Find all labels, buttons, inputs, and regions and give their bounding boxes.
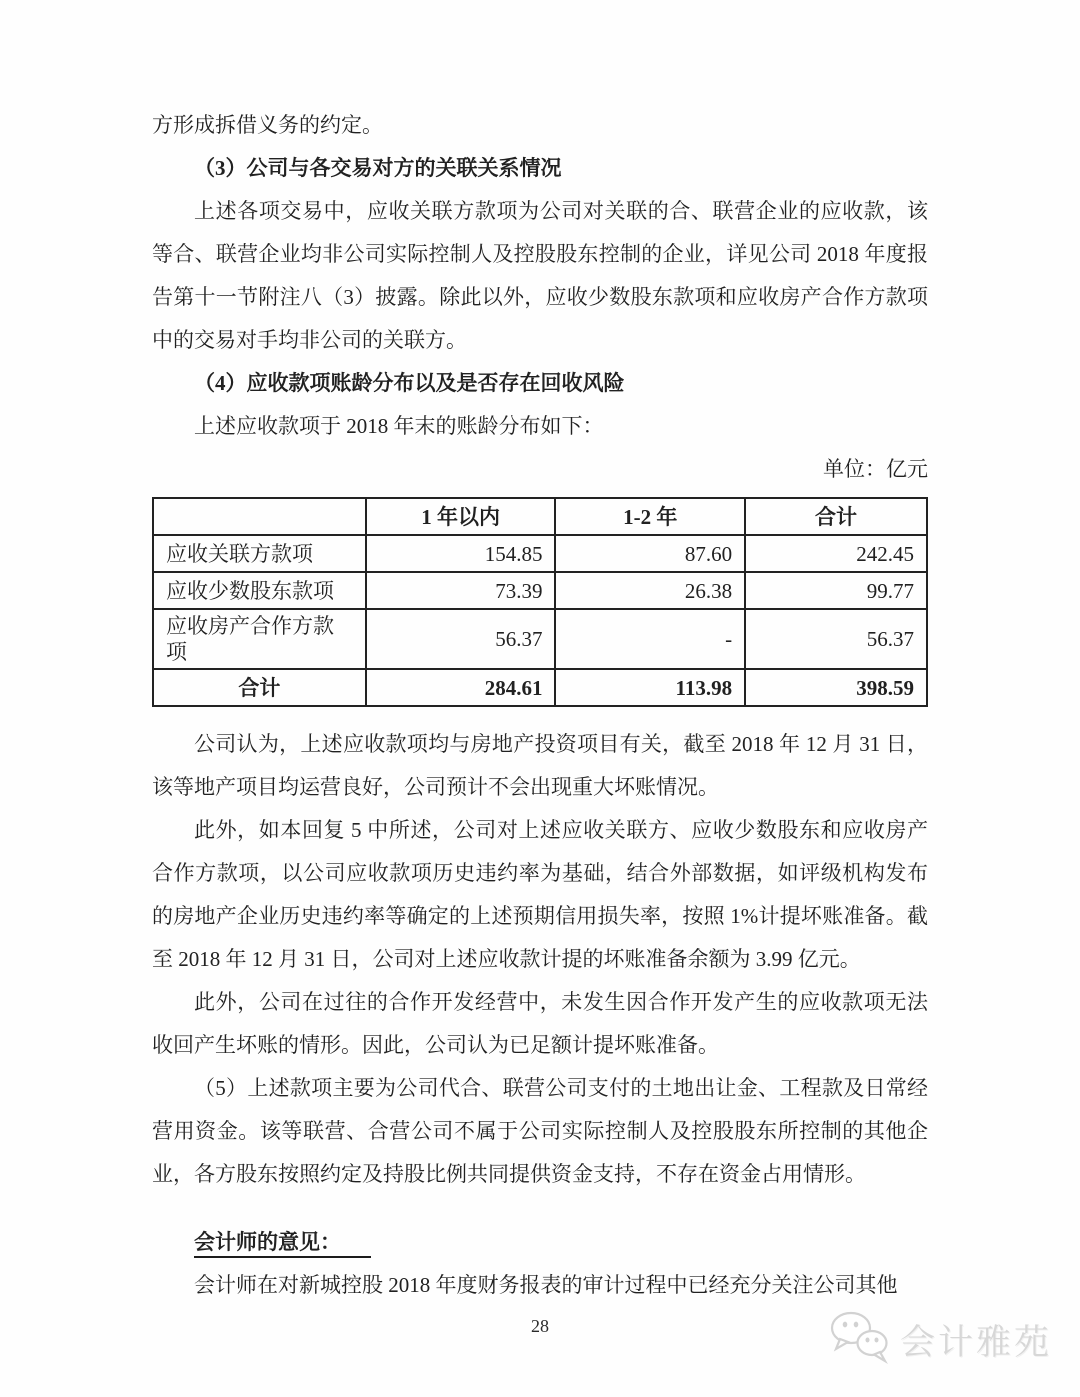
cell-value: 73.39 [366, 572, 556, 609]
paragraph-company-view: 公司认为，上述应收款项均与房地产投资项目有关，截至 2018 年 12 月 31 日，该等地产项目均运营良好，公司预计不会出现重大坏账情况。 [152, 732, 928, 799]
paragraph-continuation: 方形成拆借义务的约定。 [152, 113, 383, 137]
cell-value: 56.37 [366, 609, 556, 669]
total-value: 113.98 [555, 669, 745, 706]
table-header-within-1y: 1 年以内 [366, 498, 556, 535]
accountant-opinion-heading [152, 1221, 928, 1264]
accountant-opinion-heading-text: 会计师的意见： [194, 1230, 371, 1258]
paragraph-item-5: （5）上述款项主要为公司代合、联营公司支付的土地出让金、工程款及日常经营用资金。该等联营、合营公司不属于公司实际控制人及控股股东所控制的其他企业，各方股东按照约定及持股比例共同提供资金支持，不存在资金占用情形。 [152, 1076, 928, 1186]
total-value: 398.59 [745, 669, 927, 706]
table-header-row [153, 498, 927, 535]
cell-value: 56.37 [745, 609, 927, 669]
receivables-aging-table [152, 497, 928, 707]
cell-value: - [555, 609, 745, 669]
table-header-1-2y: 1-2 年 [555, 498, 745, 535]
cell-value: 87.60 [555, 535, 745, 572]
total-label: 合计 [153, 669, 366, 706]
paragraph-provision-method: 此外，如本回复 5 中所述，公司对上述应收关联方、应收少数股东和应收房产合作方款项，以公司应收款项历史违约率为基础，结合外部数据，如评级机构发布的房地产企业历史违约率等确定的上述预期信用损失率，按照 1%计提坏账准备。截至 2018 年 12 月 31 日，公司对上述应收款计提的坏账准备余额为 3.99 亿元。 [152, 818, 928, 971]
row-label: 应收房产合作方款项 [153, 609, 366, 669]
cell-value: 242.45 [745, 535, 927, 572]
table-row [153, 609, 927, 669]
cell-value: 26.38 [555, 572, 745, 609]
section-heading-4: （4）应收款项账龄分布以及是否存在回收风险 [194, 371, 625, 395]
wechat-icon [828, 1310, 892, 1369]
table-header-empty [153, 498, 366, 535]
cell-value: 154.85 [366, 535, 556, 572]
paragraph-accountant-opinion: 会计师在对新城控股 2018 年度财务报表的审计过程中已经充分关注公司其他 [194, 1273, 898, 1297]
row-label: 应收关联方款项 [153, 535, 366, 572]
table-total-row [153, 669, 927, 706]
document-body [152, 104, 928, 1307]
paragraph-related-parties: 上述各项交易中，应收关联方款项为公司对关联的合、联营企业的应收款，该等合、联营企业均非公司实际控制人及控股股东控制的企业，详见公司 2018 年度报告第十一节附注八（3）披露。除此以外，应收少数股东款项和应收房产合作方款项中的交易对手均非公司的关联方。 [152, 199, 928, 352]
cell-value: 99.77 [745, 572, 927, 609]
table-unit-label: 单位：亿元 [823, 457, 928, 481]
paragraph-no-baddebt-history: 此外，公司在过往的合作开发经营中，未发生因合作开发产生的应收款项无法收回产生坏账的情形。因此，公司认为已足额计提坏账准备。 [152, 990, 928, 1057]
total-value: 284.61 [366, 669, 556, 706]
section-heading-3: （3）公司与各交易对方的关联关系情况 [194, 156, 562, 180]
table-row [153, 535, 927, 572]
watermark [828, 1310, 1052, 1369]
paragraph-aging-intro: 上述应收款项于 2018 年末的账龄分布如下： [194, 414, 604, 438]
page-number: 28 [531, 1316, 549, 1336]
row-label: 应收少数股东款项 [153, 572, 366, 609]
table-header-total: 合计 [745, 498, 927, 535]
table-row [153, 572, 927, 609]
watermark-label: 会计雅苑 [899, 1322, 1052, 1362]
